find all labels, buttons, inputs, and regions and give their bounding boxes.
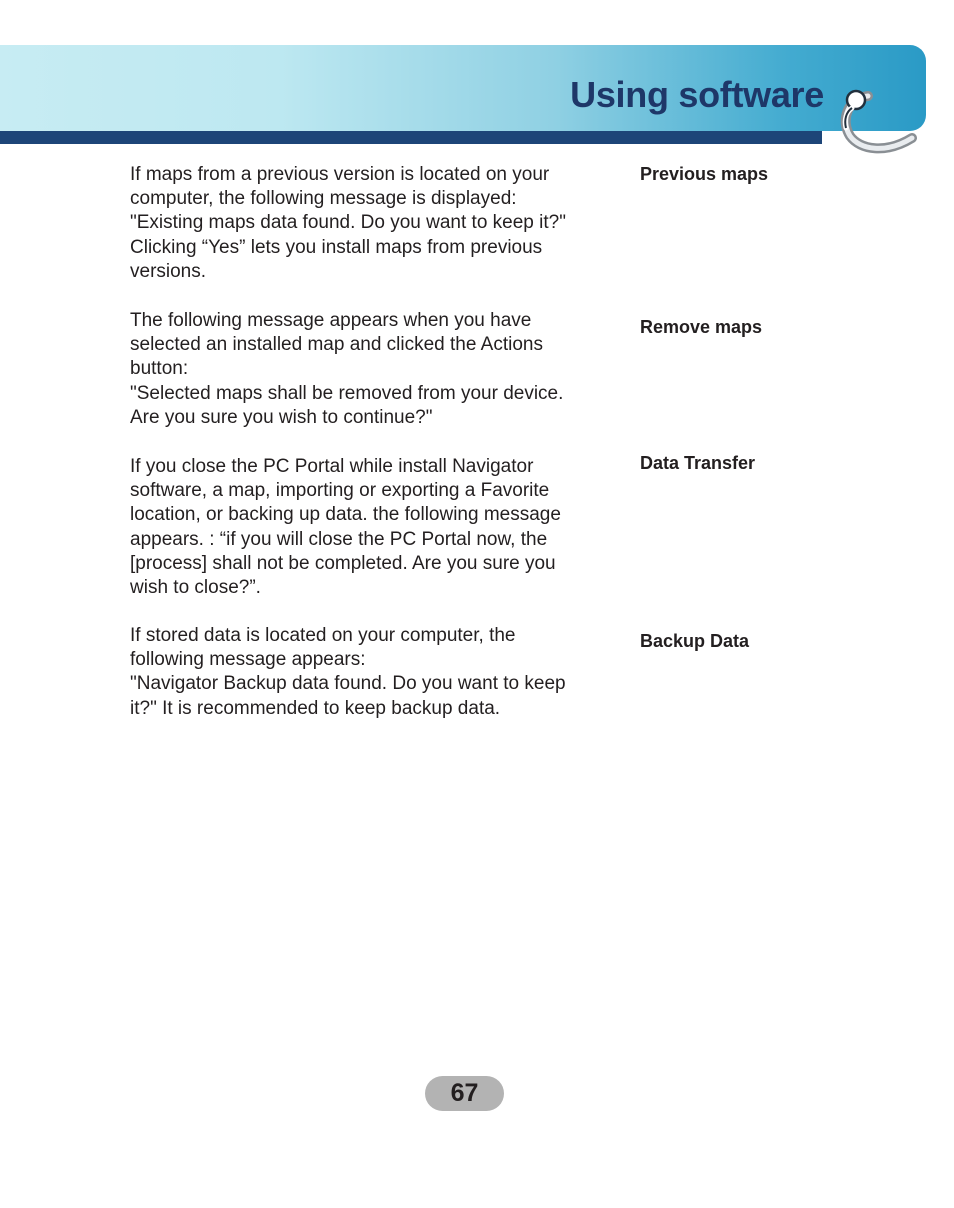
section-body-data-transfer: [130, 455, 608, 600]
body-line: selected an installed map and clicked the Actions: [130, 334, 543, 356]
section-label-data-transfer: Data Transfer: [640, 453, 756, 473]
body-line: computer, the following message is displayed:: [130, 188, 517, 210]
body-line: "Existing maps data found. Do you want to keep it?": [130, 212, 566, 234]
section-label-backup-data: Backup Data: [640, 631, 750, 651]
body-line: Clicking “Yes” lets you install maps from previous: [130, 236, 543, 258]
body-line: location, or backing up data. the following message: [130, 504, 561, 526]
body-line: following message appears:: [130, 649, 366, 671]
body-line: Are you sure you wish to continue?": [130, 406, 433, 428]
body-line: If maps from a previous version is located on your: [130, 164, 550, 185]
binder-ring-icon: [828, 80, 920, 164]
body-line: it?" It is recommended to keep backup data.: [130, 697, 501, 719]
body-line: versions.: [130, 260, 207, 282]
body-line: wish to close?”.: [130, 577, 261, 599]
section-body-remove-maps: [130, 309, 608, 430]
body-line: software, a map, importing or exporting a Favorite: [130, 480, 550, 502]
body-line: If stored data is located on your computer, the: [130, 625, 516, 646]
page-number: 67: [450, 1079, 479, 1107]
body-line: The following message appears when you have: [130, 310, 532, 331]
body-line: If you close the PC Portal while install Navigator: [130, 456, 534, 477]
section-label-remove-maps: Remove maps: [640, 317, 763, 337]
header-rule: [0, 131, 822, 144]
page-number-badge: [425, 1076, 504, 1111]
section-body-backup-data: [130, 624, 608, 721]
page-title: Using software: [570, 74, 824, 115]
section-body-previous-maps: [130, 163, 608, 284]
body-line: "Selected maps shall be removed from your device.: [130, 382, 564, 404]
section-label-previous-maps: Previous maps: [640, 164, 769, 184]
body-line: [process] shall not be completed. Are you sure you: [130, 552, 556, 574]
body-line: "Navigator Backup data found. Do you want to keep: [130, 673, 566, 695]
body-line: button:: [130, 358, 189, 380]
body-line: appears. : “if you will close the PC Portal now, the: [130, 528, 548, 550]
